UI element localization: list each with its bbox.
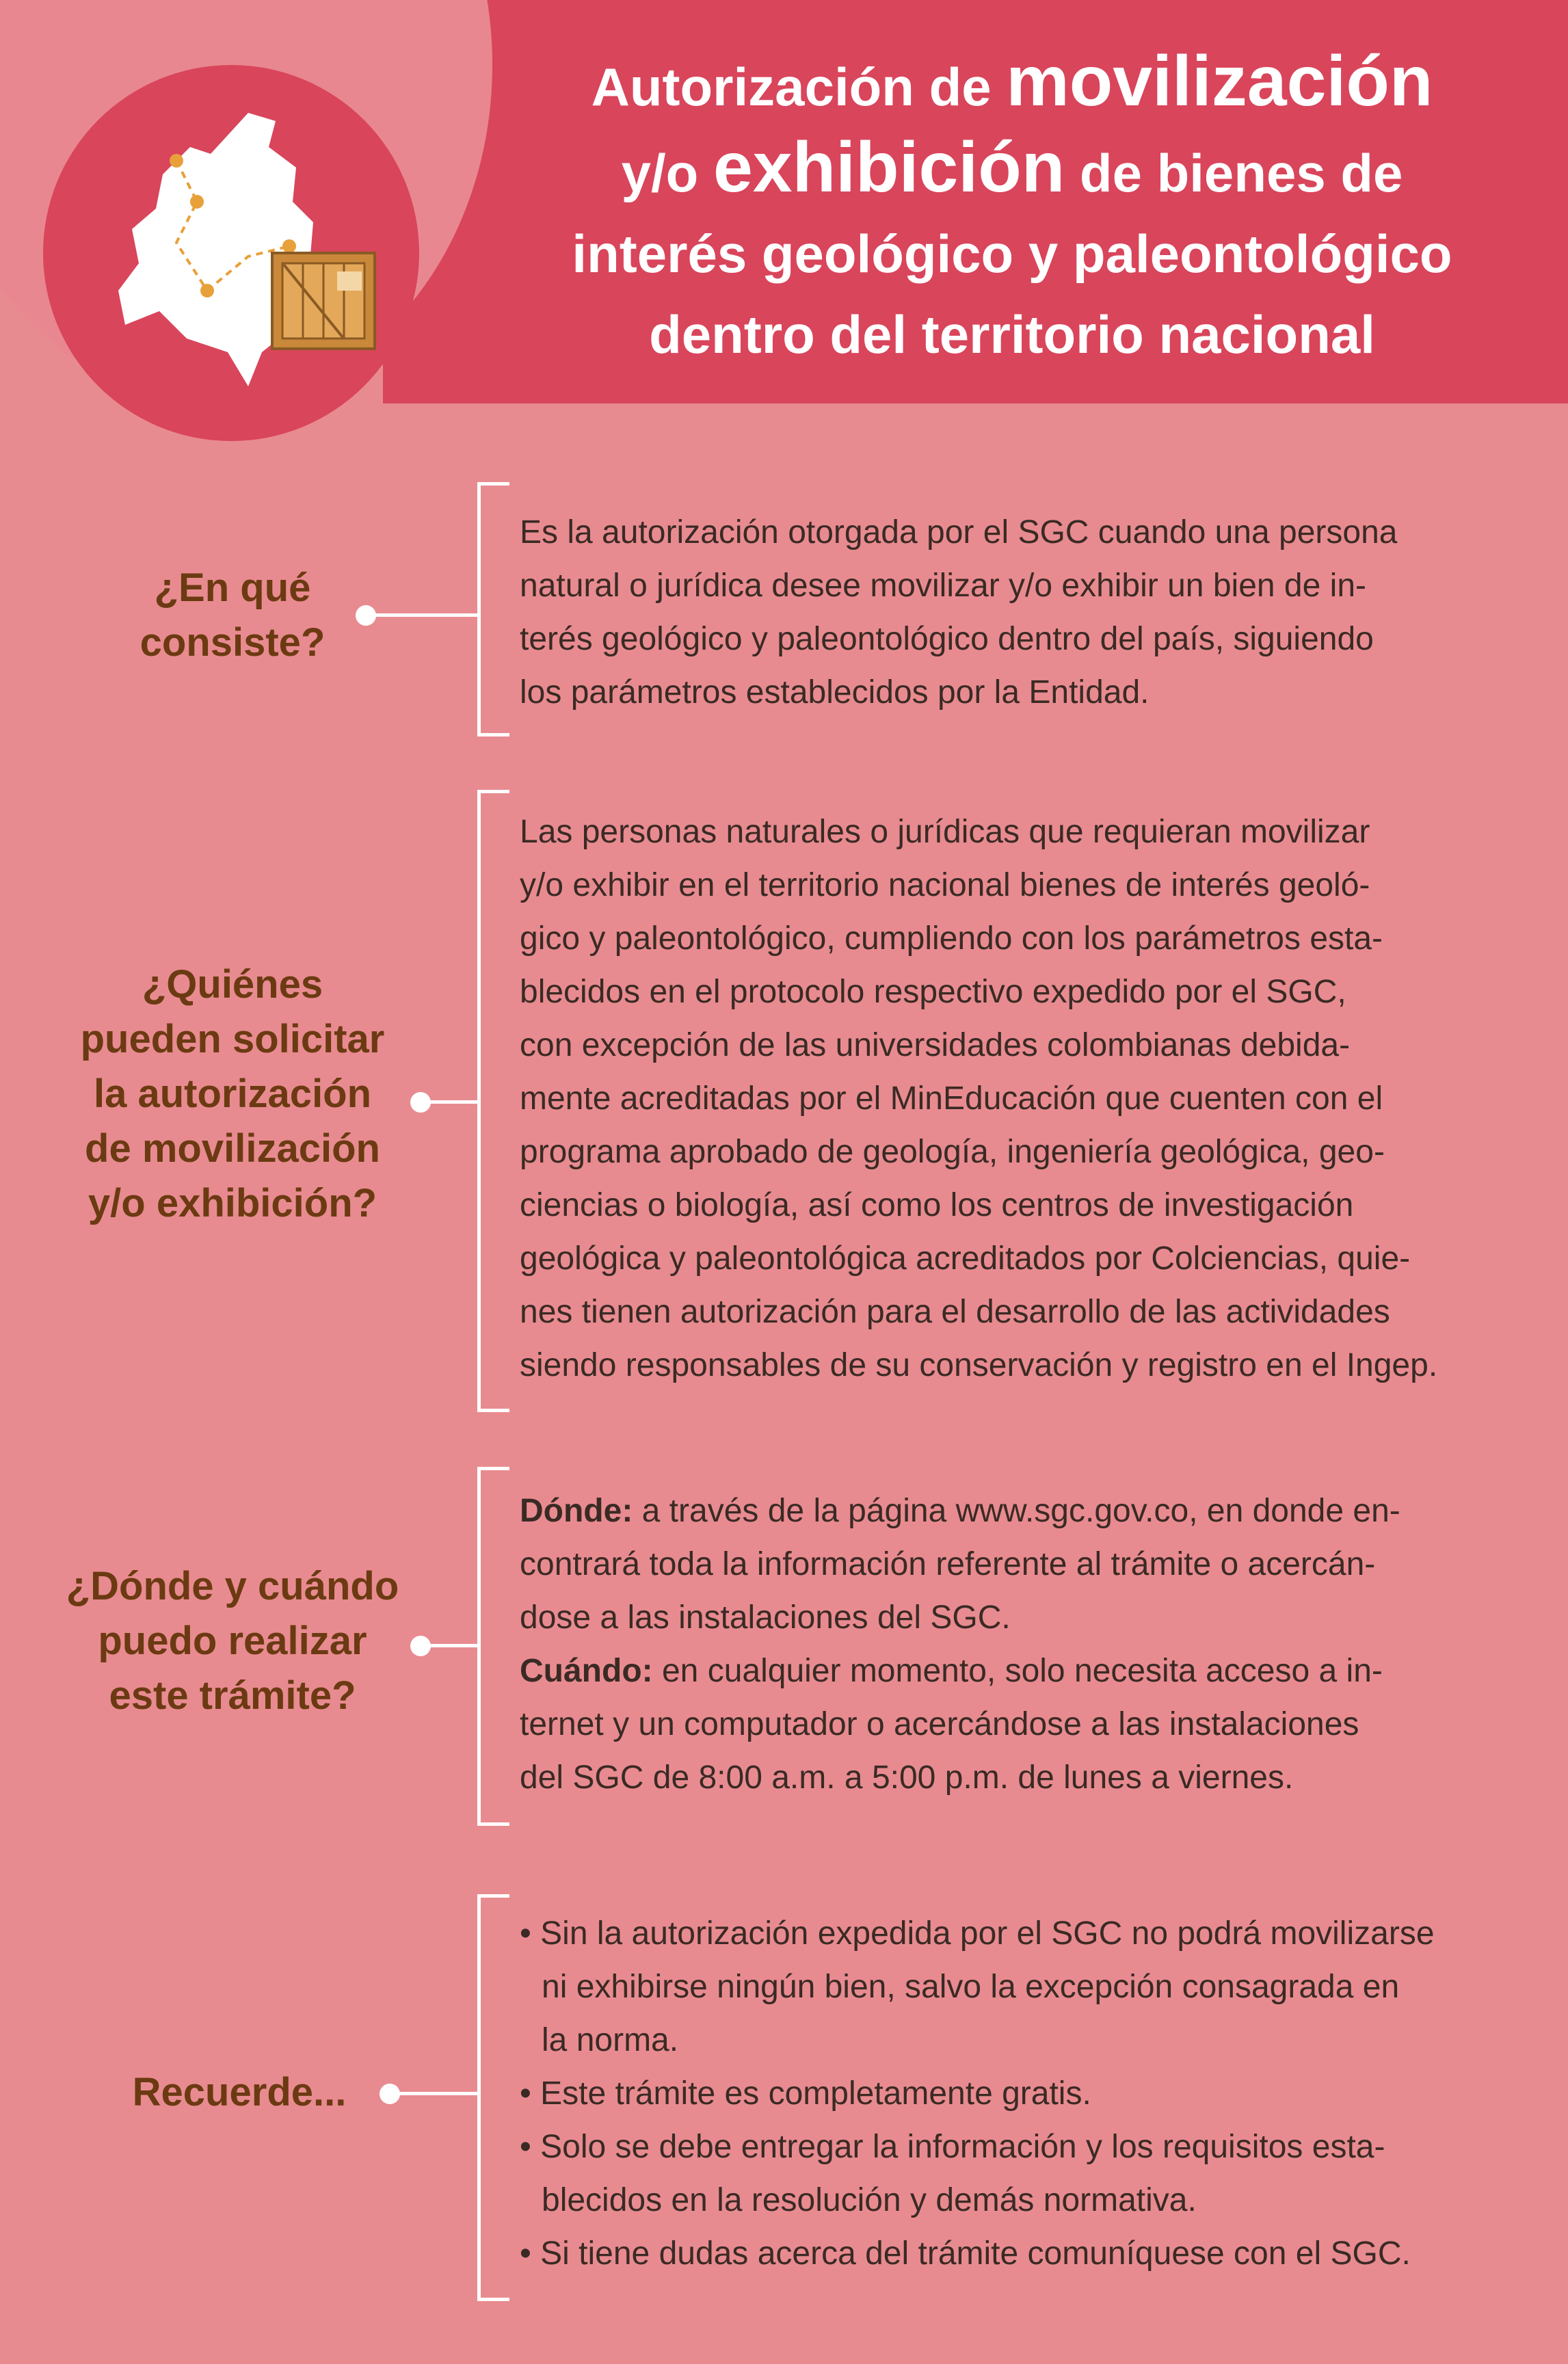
- title-line: Autorización de movilización: [591, 42, 1433, 121]
- page-title: [492, 41, 1532, 375]
- answer-bracket: [477, 482, 509, 736]
- question-who: ¿Quiénes pueden solicitar la autorización de movilización y/o exhibición?: [80, 962, 385, 1225]
- answer-where-when: Dónde: a través de la página www.sgc.gov.co, en donde en- contrará toda la información referente al trámite o acercán- dose a las instalaciones del SGC. Cuándo: en cualquier momento, solo necesita acceso a in- ternet y un computador o acercándose a las instalaciones del SGC de 8:00 a.m. a 5:00 p.m. de lunes a viernes.: [520, 1493, 1400, 1796]
- reminder-list: [520, 1907, 1518, 2281]
- title-line: y/o exhibición de bienes de: [621, 128, 1403, 207]
- connector-line: [424, 1100, 479, 1104]
- answer-who: Las personas naturales o jurídicas que requieran movilizar y/o exhibir en el territorio nacional bienes de interés geoló- gico y paleontológico, cumpliendo con los parámetros esta- blecidos en el protocolo respectivo expedido por el SGC, con excepción de las universidades colombianas debida- mente acreditadas por el MinEducación que cuenten con el programa aprobado de geología, ingeniería geológica, geo- ciencias o biología, así como los centros de investigación geológica y paleontológica acreditados por Colciencias, quie- nes tienen autorización para el desarrollo de las actividades siendo responsables de su conservación y registro en el Ingep.: [520, 814, 1438, 1383]
- connector-line: [369, 613, 479, 617]
- where-label: Dónde:: [520, 1493, 633, 1529]
- list-item: • Sin la autorización expedida por el SGC no podrá movilizarse ni exhibirse ningún bien, salvo la excepción consagrada en la norma.: [520, 1907, 1518, 2067]
- question-what: ¿En qué consiste?: [139, 566, 325, 665]
- title-line: interés geológico y paleontológico: [572, 224, 1452, 284]
- question-remember: Recuerde...: [132, 2070, 347, 2114]
- list-item: • Este trámite es completamente gratis.: [520, 2067, 1518, 2121]
- list-item: • Si tiene dudas acerca del trámite comuníquese con el SGC.: [520, 2227, 1518, 2281]
- question-where-when: ¿Dónde y cuándo puedo realizar este trámite?: [66, 1564, 399, 1718]
- header: [0, 0, 1568, 403]
- answer-bracket: [477, 790, 509, 1412]
- logo-badge: [43, 65, 419, 441]
- answer-what: Es la autorización otorgada por el SGC cuando una persona natural o jurídica desee movilizar y/o exhibir un bien de in- terés geológico y paleontológico dentro del país, siguiendo los parámetros establecidos por la Entidad.: [520, 514, 1398, 710]
- list-item: • Solo se debe entregar la información y los requisitos esta- blecidos en la resolución y demás normativa.: [520, 2121, 1518, 2227]
- answer-remember: [520, 1907, 1518, 2281]
- title-line: dentro del territorio nacional: [649, 304, 1375, 364]
- connector-line: [393, 2092, 479, 2095]
- answer-bracket: [477, 1894, 509, 2301]
- when-label: Cuándo:: [520, 1653, 653, 1689]
- colombia-map-crate-icon: [43, 65, 419, 441]
- connector-line: [424, 1644, 479, 1647]
- answer-bracket: [477, 1467, 509, 1826]
